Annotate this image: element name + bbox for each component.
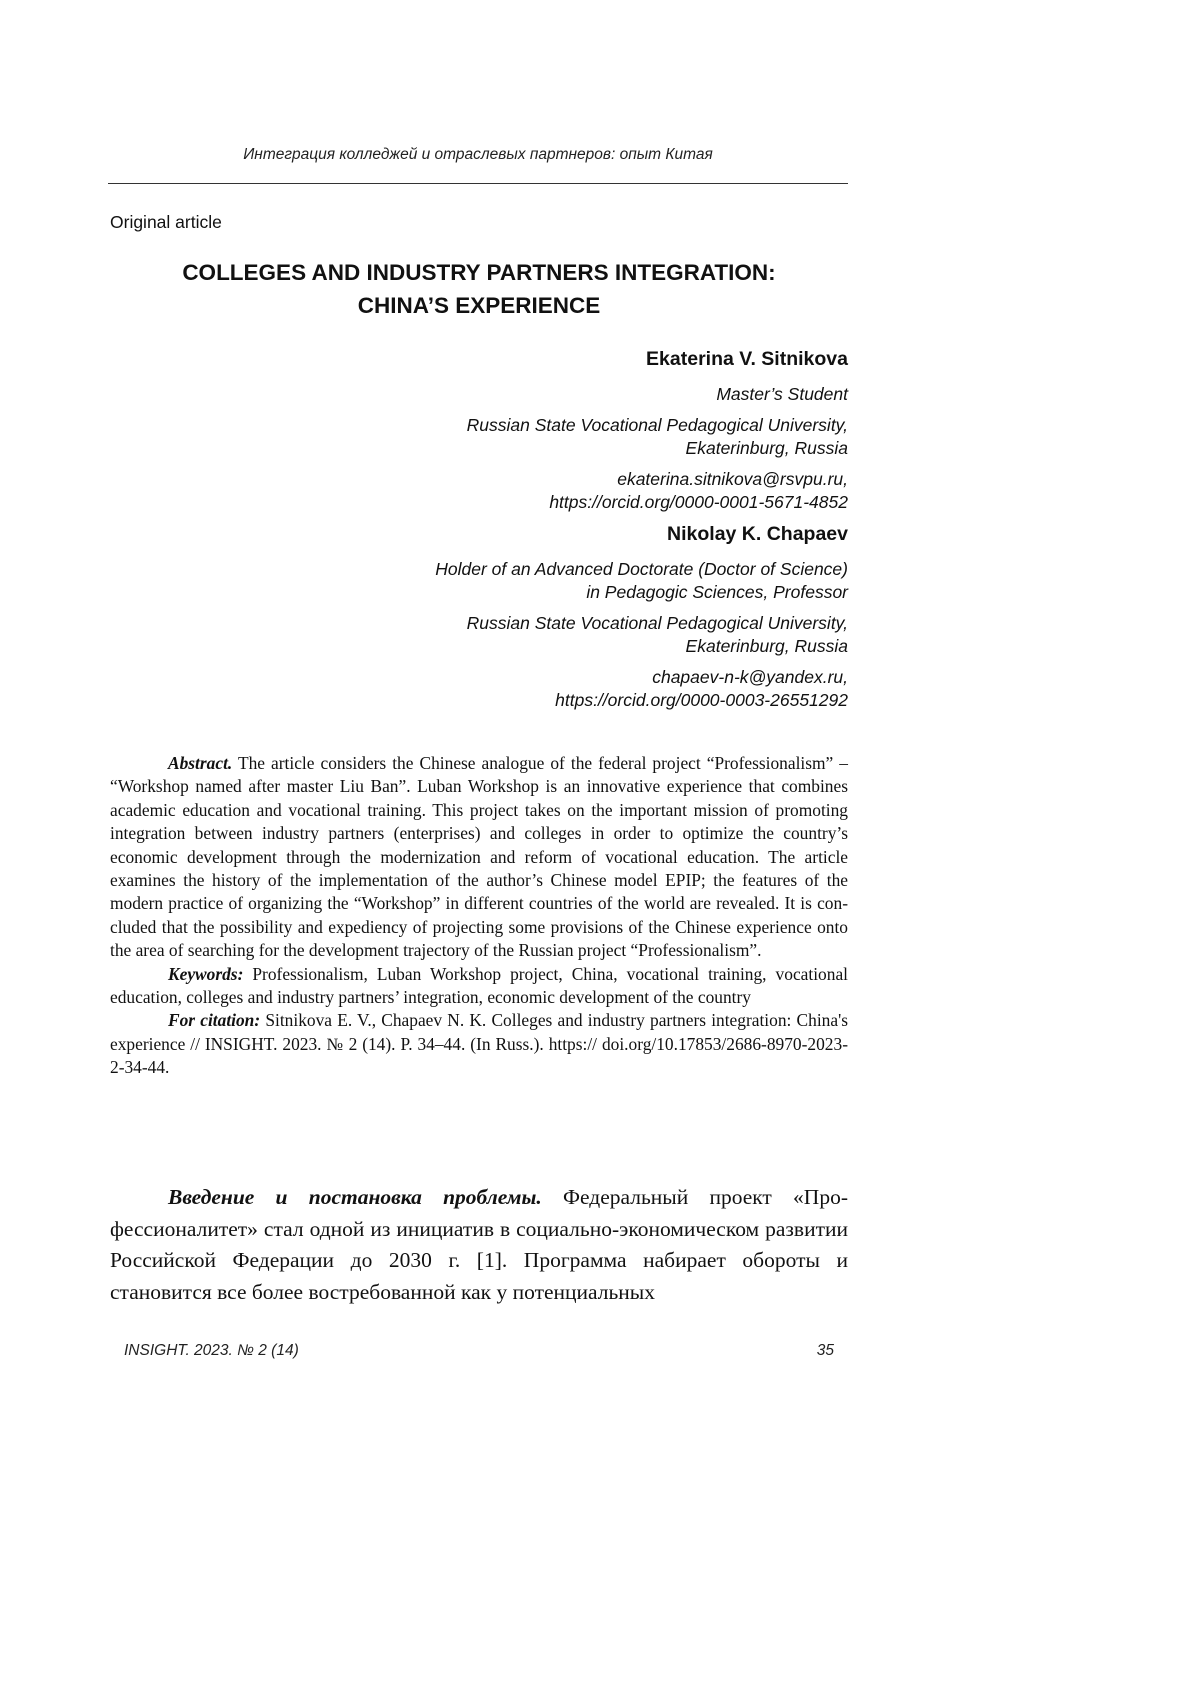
- abstract-text: The article considers the Chinese analogue of the federal project “Professionalism” – “Workshop named after master Liu Ban”. Luban Workshop is an innovative experience that combines academic education and vocational training. This project takes on the important mission of promoting integration between industry partners (enterprises) and colleges in order to optimize the country’s economic development through the modernization and reform of vocational education. The article examines the history of the implementation of the author’s Chinese model EPIP; the features of the modern practice of organizing the “Workshop” in different countries of the world are revealed. It is concluded that the possibility and expediency of projecting some provisions of the Chinese experience onto the area of searching for the development trajectory of the Russian project “Professionalism”.: [110, 753, 848, 961]
- author-affiliation: Russian State Vocational Pedagogical University,: [466, 415, 848, 435]
- page-number: 35: [816, 1342, 834, 1359]
- article-title: [110, 256, 848, 322]
- abstract-section: [110, 752, 848, 1080]
- author-orcid[interactable]: https://orcid.org/0000-0001-5671-4852: [549, 492, 848, 512]
- keywords-text: Professionalism, Luban Workshop project, China, vocational training, vocational education, colleges and industry partners’ integration, economic development of the country: [110, 963, 848, 1008]
- title-line-1: COLLEGES AND INDUSTRY PARTNERS INTEGRATION:: [182, 260, 776, 285]
- author-list: [288, 345, 848, 712]
- author-name: Ekaterina V. Sitnikova: [646, 348, 848, 370]
- author-name: Nikolay K. Chapaev: [667, 523, 848, 545]
- author-affiliation-city: Ekaterinburg, Russia: [685, 438, 848, 458]
- footer-journal-info: INSIGHT. 2023. № 2 (14): [124, 1342, 299, 1359]
- citation-label: For citation:: [168, 1010, 261, 1031]
- author-orcid[interactable]: https://orcid.org/0000-0003-26551292: [555, 690, 848, 710]
- citation-paragraph: [110, 1009, 848, 1079]
- citation-text: Sitnikova E. V., Chapaev N. K. Colleges and industry partners integration: China's experience // INSIGHT. 2023. № 2 (14). P. 34–44. (In Russ.). https:// doi.org/10.17853/2686-8970-2023-2-34-44.: [110, 1010, 848, 1078]
- abstract-paragraph: [110, 752, 848, 963]
- author-email[interactable]: chapaev-n-k@yandex.ru,: [652, 667, 848, 687]
- keywords-label: Keywords:: [168, 963, 244, 984]
- title-line-2: CHINA’S EXPERIENCE: [357, 293, 601, 318]
- article-type-label: Original article: [110, 212, 222, 232]
- intro-paragraph: [110, 1182, 848, 1308]
- author-affiliation-city: Ekaterinburg, Russia: [685, 636, 848, 656]
- author-email[interactable]: ekaterina.sitnikova@rsvpu.ru,: [617, 469, 848, 489]
- intro-heading: Введение и постановка проблемы.: [168, 1185, 542, 1209]
- abstract-label: Abstract.: [168, 753, 233, 773]
- author-position: Holder of an Advanced Doctorate (Doctor of Science): [435, 559, 848, 579]
- running-header: Интеграция колледжей и отраслевых партнеров: опыт Китая: [243, 146, 713, 163]
- author-position: Master’s Student: [716, 384, 848, 404]
- author-affiliation: Russian State Vocational Pedagogical University,: [466, 613, 848, 633]
- author-position-cont: in Pedagogic Sciences, Professor: [586, 582, 848, 602]
- keywords-paragraph: [110, 963, 848, 1010]
- intro-text: Федеральный проект «Профессионалитет» стал одной из инициатив в социально-экономическом развитии Российской Федерации до 2030 г. [1]. Программа набирает обороты и становится все более востребованной как у потенциальных: [110, 1185, 848, 1304]
- header-divider: [108, 183, 848, 184]
- introduction-section: [110, 1182, 848, 1308]
